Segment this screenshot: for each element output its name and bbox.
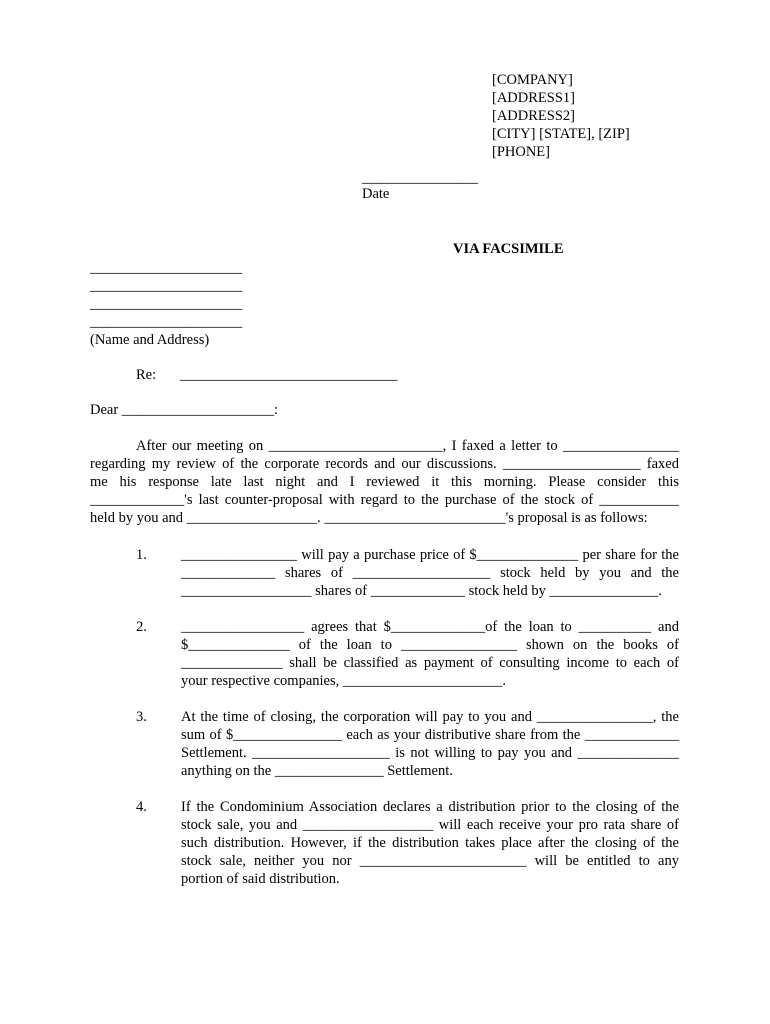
proposal-item — [181, 618, 679, 690]
recipient-caption: (Name and Address) — [90, 332, 210, 348]
intro-line: After our meeting on ________________________, I faxed a letter to ________________ — [136, 438, 679, 454]
sender-address2: [ADDRESS2] — [492, 108, 575, 124]
sender-phone: [PHONE] — [492, 144, 550, 160]
proposal-item — [181, 798, 679, 888]
item-line: ________________ will pay a purchase price of $______________ per share for the — [181, 547, 679, 563]
item-line: stock sale, you and __________________ will each receive your pro rata share of — [181, 817, 679, 833]
item-line: $______________ of the loan to ________________ shown on the books of — [181, 637, 679, 653]
recipient-blank-line: _____________________ — [90, 296, 243, 312]
item-line: anything on the _______________ Settlement. — [181, 763, 453, 779]
item-line: sum of $_______________ each as your distributive share from the _____________ — [181, 727, 679, 743]
item-line: _____________ shares of ___________________ stock held by you and the — [181, 565, 679, 581]
item-line: If the Condominium Association declares a distribution prior to the closing of the — [181, 799, 679, 815]
recipient-blank-line: _____________________ — [90, 314, 243, 330]
intro-line: me his response late last night and I reviewed it this morning. Please consider this — [90, 474, 679, 490]
recipient-blank-line: _____________________ — [90, 260, 243, 276]
item-line: _________________ agrees that $_____________of the loan to __________ and — [181, 619, 679, 635]
item-line: your respective companies, ______________________. — [181, 673, 506, 689]
intro-line: regarding my review of the corporate records and our discussions. ___________________ faxed — [90, 456, 679, 472]
sender-company: [COMPANY] — [492, 72, 573, 88]
proposal-item — [181, 708, 679, 780]
proposal-item — [181, 546, 679, 600]
item-line: portion of said distribution. — [181, 871, 340, 887]
item-number: 4. — [136, 799, 147, 815]
delivery-method: VIA FACSIMILE — [453, 241, 564, 257]
sender-city-state-zip: [CITY] [STATE], [ZIP] — [492, 126, 630, 142]
salutation: Dear _____________________: — [90, 402, 279, 418]
item-number: 3. — [136, 709, 147, 725]
date-blank-line: ________________ — [362, 170, 478, 186]
recipient-block — [90, 259, 242, 349]
sender-address1: [ADDRESS1] — [492, 90, 575, 106]
item-line: __________________ shares of _____________ stock held by _______________. — [181, 583, 662, 599]
intro-paragraph — [90, 437, 679, 527]
item-line: At the time of closing, the corporation will pay to you and ________________, the — [181, 709, 679, 725]
sender-address-block — [492, 71, 630, 161]
item-line: such distribution. However, if the distribution takes place after the closing of the — [181, 835, 679, 851]
intro-line: _____________'s last counter-proposal with regard to the purchase of the stock of ___________ — [90, 492, 679, 508]
date-label: Date — [362, 186, 390, 202]
item-number: 1. — [136, 547, 147, 563]
item-line: stock sale, neither you nor _______________________ will be entitled to any — [181, 853, 679, 869]
intro-line: held by you and __________________. _________________________'s proposal is as follows: — [90, 510, 648, 526]
item-line: ______________ shall be classified as payment of consulting income to each of — [181, 655, 679, 671]
recipient-blank-line: _____________________ — [90, 278, 243, 294]
re-label: Re: — [136, 367, 157, 383]
item-number: 2. — [136, 619, 147, 635]
re-blank-line: ______________________________ — [180, 367, 398, 383]
item-line: Settlement. ___________________ is not willing to pay you and ______________ — [181, 745, 679, 761]
